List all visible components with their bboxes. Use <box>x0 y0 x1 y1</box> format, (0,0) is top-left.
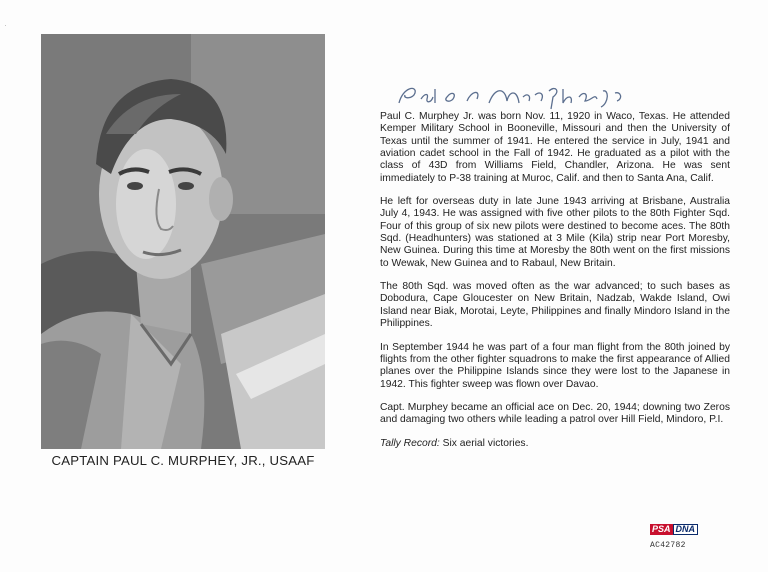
psa-logo-text: PSA <box>652 524 671 534</box>
tally-value: Six aerial victories. <box>442 437 529 449</box>
bio-paragraph: Paul C. Murphey Jr. was born Nov. 11, 1920 in Waco, Texas. He attended Kemper Military School in Booneville, Missouri and then the University of Texas until the summer of 1941. He entered the service in July, 1941 and aviation cadet school in the Fall of 1942. He graduated as a pilot with the class of 43D from Williams Field, Chandler, Arizona. He was sent immediately to P-38 training at Muroc, Calif. and then to Santa Ana, Calif. <box>380 111 730 184</box>
bio-paragraph: Capt. Murphey became an official ace on Dec. 20, 1944; downing two Zeros and damaging two others while leading a patrol over Hill Field, Mindoro, P.I. <box>380 401 730 426</box>
psa-dna-logo <box>650 524 698 535</box>
bio-paragraph: The 80th Sqd. was moved often as the war advanced; to such bases as Dobodura, Cape Gloucester on New Britain, Nadzab, Wakde Island, Owi Island near Biak, Morotai, Leyte, Philippines and finally Mindoro Island in the Philippines. <box>380 281 730 330</box>
corner-mark: · <box>4 20 7 30</box>
bio-paragraph: He left for overseas duty in late June 1943 arriving at Brisbane, Australia July 4, 1943. He was assigned with five other pilots to the 80th Fighter Sqd. Four of this group of six new pilots were destined to become aces. The 80th Sqd. (Headhunters) was stationed at 3 Mile (Kila) strip near Port Moresby, New Guinea. During this time at Moresby the 80th went on the first missions to Wewak, New Guinea and to Rabaul, New Britain. <box>380 196 730 269</box>
bio-paragraph: In September 1944 he was part of a four man flight from the 80th joined by flights from the other fighter squadrons to make the first appearance of Allied planes over the Philippine Islands since they were lost to the Japanese in 1942. This fighter sweep was flown over Davao. <box>380 341 730 390</box>
dna-logo-text: DNA <box>673 524 699 535</box>
autograph-signature <box>395 81 635 111</box>
photo-caption: CAPTAIN PAUL C. MURPHEY, JR., USAAF <box>51 453 315 468</box>
authentication-sticker <box>650 519 698 550</box>
biography-text <box>380 111 730 450</box>
certification-code: AC42782 <box>650 541 686 550</box>
tally-record <box>380 438 730 450</box>
tally-label: Tally Record: <box>380 437 440 449</box>
portrait-photo <box>41 34 325 449</box>
